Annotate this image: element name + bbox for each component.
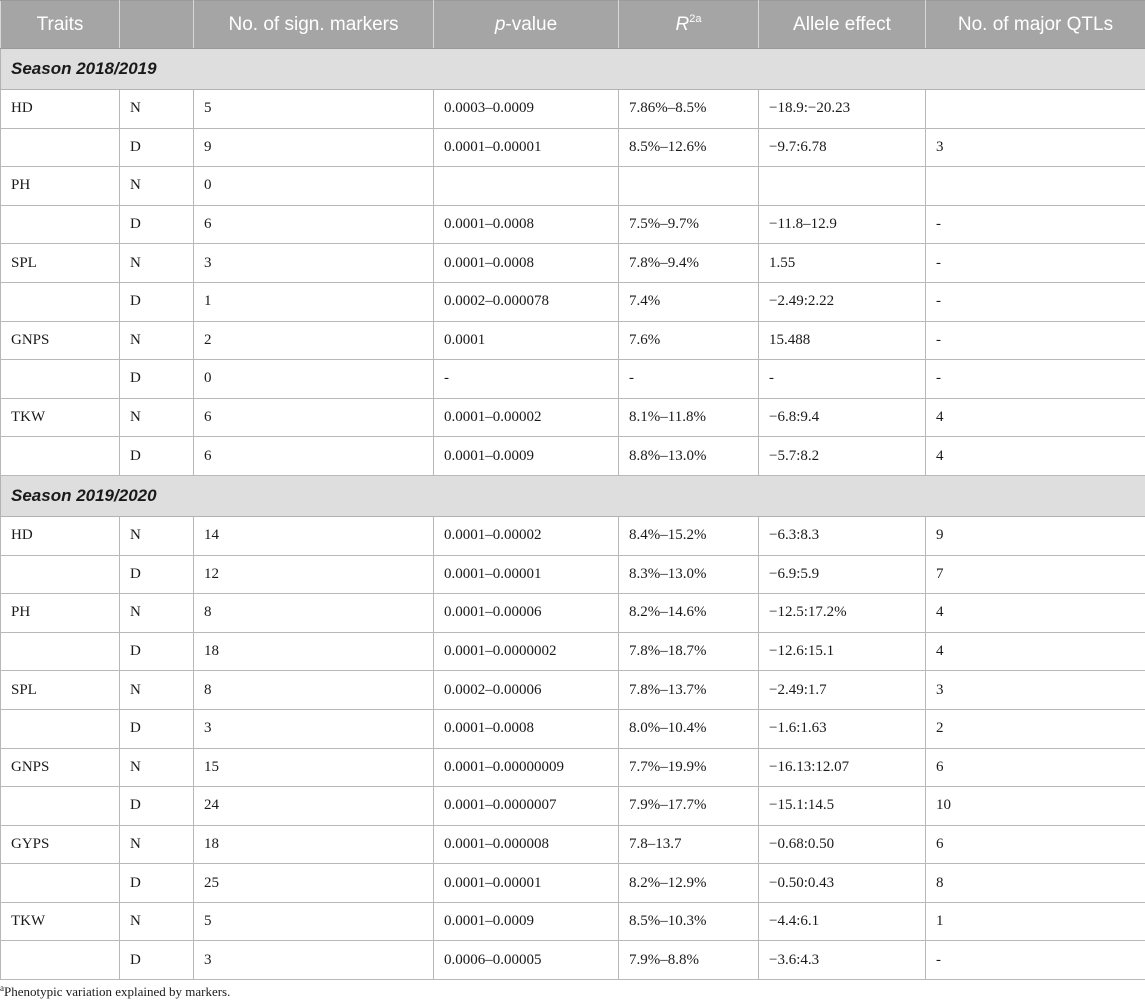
header-p-value-suffix: -value xyxy=(505,13,558,35)
cell-treatment: N xyxy=(120,321,194,360)
cell-trait: GNPS xyxy=(1,748,120,787)
cell-r-squared: 8.0%–10.4% xyxy=(619,709,759,748)
cell-trait xyxy=(1,437,120,476)
cell-r-squared: 8.2%–14.6% xyxy=(619,594,759,633)
table-row xyxy=(1,671,1145,710)
cell-p-value: 0.0001–0.0000007 xyxy=(434,787,619,826)
cell-major-qtls: 3 xyxy=(926,128,1145,167)
cell-treatment: N xyxy=(120,671,194,710)
cell-r-squared: 8.2%–12.9% xyxy=(619,864,759,903)
cell-r-squared xyxy=(619,167,759,206)
cell-trait: TKW xyxy=(1,902,120,941)
cell-sign-markers: 1 xyxy=(194,282,434,321)
cell-trait: PH xyxy=(1,594,120,633)
table-row xyxy=(1,864,1145,903)
cell-major-qtls: - xyxy=(926,205,1145,244)
cell-sign-markers: 15 xyxy=(194,748,434,787)
header-traits: Traits xyxy=(1,1,120,49)
cell-major-qtls: 7 xyxy=(926,555,1145,594)
header-allele-effect: Allele effect xyxy=(759,1,926,49)
cell-r-squared: 7.86%–8.5% xyxy=(619,90,759,129)
cell-trait xyxy=(1,555,120,594)
cell-trait xyxy=(1,864,120,903)
cell-sign-markers: 8 xyxy=(194,671,434,710)
cell-allele-effect: −0.50:0.43 xyxy=(759,864,926,903)
cell-p-value: 0.0006–0.00005 xyxy=(434,941,619,980)
cell-allele-effect: −9.7:6.78 xyxy=(759,128,926,167)
cell-treatment: D xyxy=(120,205,194,244)
cell-allele-effect: −0.68:0.50 xyxy=(759,825,926,864)
cell-treatment: D xyxy=(120,632,194,671)
cell-major-qtls: 4 xyxy=(926,398,1145,437)
cell-p-value: 0.0001–0.0008 xyxy=(434,205,619,244)
cell-major-qtls: 6 xyxy=(926,748,1145,787)
table-row xyxy=(1,282,1145,321)
cell-allele-effect: −3.6:4.3 xyxy=(759,941,926,980)
cell-allele-effect xyxy=(759,167,926,206)
header-r-squared xyxy=(619,1,759,49)
cell-p-value: 0.0001–0.00001 xyxy=(434,128,619,167)
cell-p-value: 0.0002–0.00006 xyxy=(434,671,619,710)
table-row xyxy=(1,748,1145,787)
table-row xyxy=(1,941,1145,980)
cell-major-qtls: - xyxy=(926,282,1145,321)
cell-r-squared: 8.4%–15.2% xyxy=(619,516,759,555)
table-row xyxy=(1,516,1145,555)
header-r-squared-italic: R xyxy=(675,13,690,35)
cell-sign-markers: 2 xyxy=(194,321,434,360)
cell-treatment: D xyxy=(120,787,194,826)
cell-allele-effect: −6.3:8.3 xyxy=(759,516,926,555)
cell-trait xyxy=(1,128,120,167)
table-row xyxy=(1,825,1145,864)
cell-major-qtls: 10 xyxy=(926,787,1145,826)
cell-p-value: 0.0001–0.00001 xyxy=(434,864,619,903)
cell-trait: SPL xyxy=(1,671,120,710)
cell-sign-markers: 9 xyxy=(194,128,434,167)
cell-trait: PH xyxy=(1,167,120,206)
table-row xyxy=(1,594,1145,633)
cell-allele-effect: −12.5:17.2% xyxy=(759,594,926,633)
cell-sign-markers: 6 xyxy=(194,205,434,244)
cell-trait xyxy=(1,360,120,399)
table-row xyxy=(1,244,1145,283)
table-row xyxy=(1,90,1145,129)
cell-trait xyxy=(1,709,120,748)
cell-r-squared: 7.9%–17.7% xyxy=(619,787,759,826)
cell-r-squared: 7.4% xyxy=(619,282,759,321)
cell-r-squared: 8.5%–10.3% xyxy=(619,902,759,941)
cell-sign-markers: 6 xyxy=(194,398,434,437)
cell-trait: TKW xyxy=(1,398,120,437)
cell-r-squared: 7.8%–18.7% xyxy=(619,632,759,671)
cell-trait: HD xyxy=(1,516,120,555)
cell-p-value: 0.0001–0.000008 xyxy=(434,825,619,864)
cell-major-qtls: 6 xyxy=(926,825,1145,864)
cell-allele-effect: −1.6:1.63 xyxy=(759,709,926,748)
cell-treatment: D xyxy=(120,709,194,748)
season-row xyxy=(1,475,1145,516)
season-label: Season 2018/2019 xyxy=(1,49,1145,90)
table-row xyxy=(1,398,1145,437)
cell-major-qtls: 9 xyxy=(926,516,1145,555)
cell-r-squared: 7.8%–9.4% xyxy=(619,244,759,283)
cell-sign-markers: 14 xyxy=(194,516,434,555)
cell-allele-effect: −15.1:14.5 xyxy=(759,787,926,826)
cell-sign-markers: 3 xyxy=(194,709,434,748)
cell-r-squared: 7.8–13.7 xyxy=(619,825,759,864)
cell-treatment: D xyxy=(120,864,194,903)
cell-major-qtls: 1 xyxy=(926,902,1145,941)
cell-p-value xyxy=(434,167,619,206)
header-treatment xyxy=(120,1,194,49)
table-row xyxy=(1,437,1145,476)
cell-major-qtls: - xyxy=(926,244,1145,283)
cell-treatment: D xyxy=(120,555,194,594)
cell-r-squared: 7.9%–8.8% xyxy=(619,941,759,980)
cell-p-value: 0.0001–0.0000002 xyxy=(434,632,619,671)
cell-sign-markers: 0 xyxy=(194,167,434,206)
cell-sign-markers: 18 xyxy=(194,825,434,864)
cell-allele-effect: −12.6:15.1 xyxy=(759,632,926,671)
cell-treatment: D xyxy=(120,282,194,321)
cell-p-value: 0.0003–0.0009 xyxy=(434,90,619,129)
cell-allele-effect: −16.13:12.07 xyxy=(759,748,926,787)
cell-p-value: 0.0001–0.0008 xyxy=(434,709,619,748)
cell-treatment: D xyxy=(120,941,194,980)
cell-treatment: N xyxy=(120,825,194,864)
header-p-value-italic: p xyxy=(494,13,506,35)
table-header xyxy=(1,1,1145,49)
cell-r-squared: 8.8%–13.0% xyxy=(619,437,759,476)
cell-sign-markers: 24 xyxy=(194,787,434,826)
cell-major-qtls: 4 xyxy=(926,632,1145,671)
cell-r-squared: 7.6% xyxy=(619,321,759,360)
cell-treatment: D xyxy=(120,128,194,167)
table-row xyxy=(1,555,1145,594)
table-row xyxy=(1,709,1145,748)
cell-p-value: - xyxy=(434,360,619,399)
cell-allele-effect: - xyxy=(759,360,926,399)
cell-sign-markers: 5 xyxy=(194,90,434,129)
cell-major-qtls: - xyxy=(926,360,1145,399)
cell-sign-markers: 3 xyxy=(194,244,434,283)
cell-treatment: N xyxy=(120,748,194,787)
table-row xyxy=(1,167,1145,206)
cell-treatment: N xyxy=(120,167,194,206)
cell-major-qtls: - xyxy=(926,321,1145,360)
cell-trait xyxy=(1,632,120,671)
cell-p-value: 0.0001 xyxy=(434,321,619,360)
cell-treatment: D xyxy=(120,360,194,399)
cell-trait: HD xyxy=(1,90,120,129)
cell-treatment: N xyxy=(120,594,194,633)
cell-p-value: 0.0001–0.00002 xyxy=(434,398,619,437)
cell-allele-effect: −11.8–12.9 xyxy=(759,205,926,244)
header-major-qtls: No. of major QTLs xyxy=(926,1,1145,49)
cell-sign-markers: 6 xyxy=(194,437,434,476)
cell-treatment: N xyxy=(120,90,194,129)
cell-treatment: N xyxy=(120,244,194,283)
table-footnote xyxy=(0,984,230,1000)
cell-major-qtls xyxy=(926,90,1145,129)
cell-allele-effect: −2.49:2.22 xyxy=(759,282,926,321)
cell-trait: GNPS xyxy=(1,321,120,360)
cell-sign-markers: 0 xyxy=(194,360,434,399)
season-label: Season 2019/2020 xyxy=(1,475,1145,516)
cell-treatment: N xyxy=(120,516,194,555)
cell-p-value: 0.0001–0.00001 xyxy=(434,555,619,594)
cell-sign-markers: 8 xyxy=(194,594,434,633)
header-row xyxy=(1,1,1145,49)
cell-r-squared: - xyxy=(619,360,759,399)
cell-major-qtls: - xyxy=(926,941,1145,980)
footnote-marker: a xyxy=(0,983,4,993)
cell-treatment: N xyxy=(120,398,194,437)
cell-allele-effect: −6.8:9.4 xyxy=(759,398,926,437)
header-r-squared-superscript: 2a xyxy=(689,12,702,25)
cell-trait xyxy=(1,941,120,980)
cell-p-value: 0.0001–0.00002 xyxy=(434,516,619,555)
cell-treatment: N xyxy=(120,902,194,941)
cell-allele-effect: 15.488 xyxy=(759,321,926,360)
table-row xyxy=(1,787,1145,826)
header-sign-markers: No. of sign. markers xyxy=(194,1,434,49)
cell-sign-markers: 3 xyxy=(194,941,434,980)
cell-major-qtls: 3 xyxy=(926,671,1145,710)
table-row xyxy=(1,205,1145,244)
cell-allele-effect: −6.9:5.9 xyxy=(759,555,926,594)
season-row xyxy=(1,49,1145,90)
table-row xyxy=(1,902,1145,941)
cell-major-qtls: 2 xyxy=(926,709,1145,748)
cell-major-qtls: 8 xyxy=(926,864,1145,903)
cell-major-qtls: 4 xyxy=(926,594,1145,633)
cell-trait xyxy=(1,787,120,826)
cell-trait: SPL xyxy=(1,244,120,283)
cell-major-qtls xyxy=(926,167,1145,206)
cell-p-value: 0.0001–0.00000009 xyxy=(434,748,619,787)
cell-allele-effect: −4.4:6.1 xyxy=(759,902,926,941)
cell-sign-markers: 25 xyxy=(194,864,434,903)
cell-trait xyxy=(1,282,120,321)
cell-p-value: 0.0001–0.0009 xyxy=(434,902,619,941)
cell-major-qtls: 4 xyxy=(926,437,1145,476)
cell-r-squared: 8.5%–12.6% xyxy=(619,128,759,167)
footnote-text: Phenotypic variation explained by markers. xyxy=(4,984,231,999)
cell-r-squared: 8.1%–11.8% xyxy=(619,398,759,437)
header-p-value xyxy=(434,1,619,49)
cell-allele-effect: −2.49:1.7 xyxy=(759,671,926,710)
cell-allele-effect: −18.9:−20.23 xyxy=(759,90,926,129)
table-row xyxy=(1,360,1145,399)
table-body xyxy=(1,49,1145,980)
cell-sign-markers: 5 xyxy=(194,902,434,941)
cell-trait: GYPS xyxy=(1,825,120,864)
cell-p-value: 0.0001–0.0009 xyxy=(434,437,619,476)
cell-treatment: D xyxy=(120,437,194,476)
cell-r-squared: 7.8%–13.7% xyxy=(619,671,759,710)
cell-allele-effect: 1.55 xyxy=(759,244,926,283)
cell-p-value: 0.0002–0.000078 xyxy=(434,282,619,321)
table-row xyxy=(1,632,1145,671)
table-row xyxy=(1,321,1145,360)
cell-sign-markers: 12 xyxy=(194,555,434,594)
cell-trait xyxy=(1,205,120,244)
cell-p-value: 0.0001–0.00006 xyxy=(434,594,619,633)
cell-r-squared: 7.7%–19.9% xyxy=(619,748,759,787)
cell-allele-effect: −5.7:8.2 xyxy=(759,437,926,476)
table-row xyxy=(1,128,1145,167)
cell-r-squared: 8.3%–13.0% xyxy=(619,555,759,594)
cell-r-squared: 7.5%–9.7% xyxy=(619,205,759,244)
cell-p-value: 0.0001–0.0008 xyxy=(434,244,619,283)
cell-sign-markers: 18 xyxy=(194,632,434,671)
